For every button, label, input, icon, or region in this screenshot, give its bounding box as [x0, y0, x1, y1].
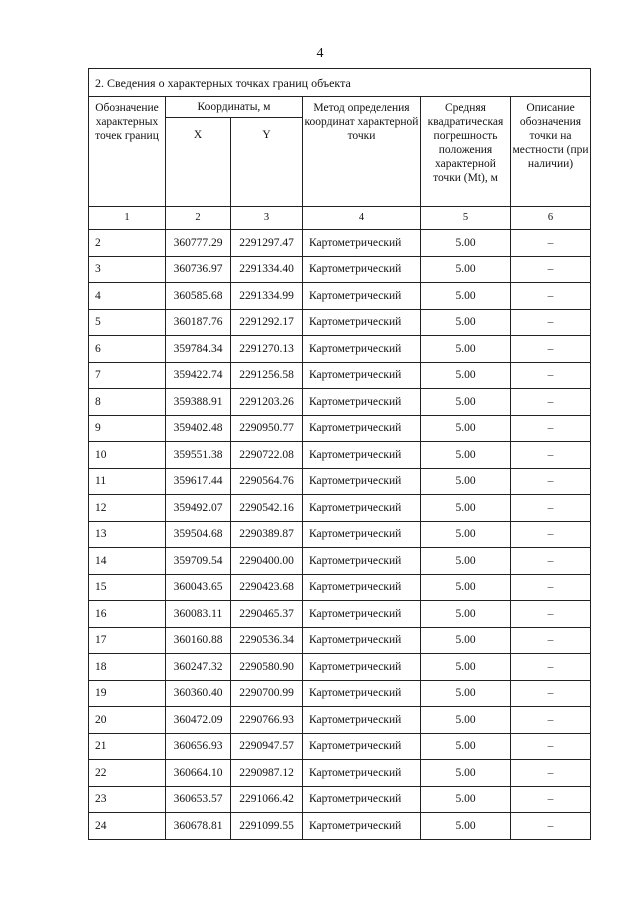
point-cell: 6: [89, 336, 166, 363]
x-coordinate-cell: 360736.97: [166, 256, 231, 283]
section-title: 2. Сведения о характерных точках границ объекта: [89, 69, 591, 97]
accuracy-cell: 5.00: [421, 389, 511, 416]
accuracy-cell: 5.00: [421, 283, 511, 310]
x-coordinate-cell: 360678.81: [166, 813, 231, 840]
y-coordinate-cell: 2290950.77: [231, 415, 303, 442]
description-cell: –: [511, 654, 591, 681]
accuracy-cell: 5.00: [421, 336, 511, 363]
table-row: [89, 309, 591, 336]
header-x: X: [166, 118, 231, 207]
y-coordinate-cell: 2291270.13: [231, 336, 303, 363]
point-cell: 18: [89, 654, 166, 681]
description-cell: –: [511, 548, 591, 575]
method-cell: Картометрический: [303, 760, 421, 787]
description-cell: –: [511, 336, 591, 363]
header-description: Описание обозначения точки на местности (при наличии): [511, 97, 591, 207]
table-row: [89, 362, 591, 389]
boundary-points-table: [88, 68, 591, 840]
method-cell: Картометрический: [303, 521, 421, 548]
accuracy-cell: 5.00: [421, 468, 511, 495]
point-cell: 10: [89, 442, 166, 469]
table-row: [89, 654, 591, 681]
y-coordinate-cell: 2290987.12: [231, 760, 303, 787]
point-cell: 3: [89, 256, 166, 283]
point-cell: 12: [89, 495, 166, 522]
table-row: [89, 574, 591, 601]
method-cell: Картометрический: [303, 283, 421, 310]
table-row: [89, 627, 591, 654]
table-row: [89, 442, 591, 469]
point-cell: 20: [89, 707, 166, 734]
x-coordinate-cell: 360360.40: [166, 680, 231, 707]
x-coordinate-cell: 360043.65: [166, 574, 231, 601]
accuracy-cell: 5.00: [421, 733, 511, 760]
point-cell: 8: [89, 389, 166, 416]
accuracy-cell: 5.00: [421, 574, 511, 601]
table-row: [89, 415, 591, 442]
accuracy-cell: 5.00: [421, 309, 511, 336]
accuracy-cell: 5.00: [421, 521, 511, 548]
x-coordinate-cell: 360585.68: [166, 283, 231, 310]
x-coordinate-cell: 359551.38: [166, 442, 231, 469]
y-coordinate-cell: 2291334.99: [231, 283, 303, 310]
point-cell: 22: [89, 760, 166, 787]
description-cell: –: [511, 256, 591, 283]
column-number: 3: [231, 207, 303, 230]
x-coordinate-cell: 360664.10: [166, 760, 231, 787]
table-row: [89, 256, 591, 283]
y-coordinate-cell: 2290423.68: [231, 574, 303, 601]
accuracy-cell: 5.00: [421, 654, 511, 681]
point-cell: 19: [89, 680, 166, 707]
y-coordinate-cell: 2290700.99: [231, 680, 303, 707]
column-number: 2: [166, 207, 231, 230]
description-cell: –: [511, 786, 591, 813]
column-number: 6: [511, 207, 591, 230]
point-cell: 24: [89, 813, 166, 840]
description-cell: –: [511, 468, 591, 495]
x-coordinate-cell: 360083.11: [166, 601, 231, 628]
y-coordinate-cell: 2290465.37: [231, 601, 303, 628]
table-row: [89, 786, 591, 813]
method-cell: Картометрический: [303, 442, 421, 469]
point-cell: 23: [89, 786, 166, 813]
x-coordinate-cell: 360160.88: [166, 627, 231, 654]
y-coordinate-cell: 2290947.57: [231, 733, 303, 760]
method-cell: Картометрический: [303, 495, 421, 522]
x-coordinate-cell: 360472.09: [166, 707, 231, 734]
y-coordinate-cell: 2290564.76: [231, 468, 303, 495]
description-cell: –: [511, 627, 591, 654]
description-cell: –: [511, 495, 591, 522]
method-cell: Картометрический: [303, 813, 421, 840]
method-cell: Картометрический: [303, 733, 421, 760]
header-accuracy: Средняя квадратическая погрешность положения характерной точки (Mt), м: [421, 97, 511, 207]
description-cell: –: [511, 283, 591, 310]
x-coordinate-cell: 359504.68: [166, 521, 231, 548]
x-coordinate-cell: 359422.74: [166, 362, 231, 389]
table-row: [89, 495, 591, 522]
method-cell: Картометрический: [303, 574, 421, 601]
description-cell: –: [511, 760, 591, 787]
table-row: [89, 548, 591, 575]
page-number: 4: [316, 46, 324, 61]
accuracy-cell: 5.00: [421, 680, 511, 707]
x-coordinate-cell: 360777.29: [166, 230, 231, 257]
accuracy-cell: 5.00: [421, 627, 511, 654]
description-cell: –: [511, 309, 591, 336]
method-cell: Картометрический: [303, 362, 421, 389]
header-point-designation: Обозначение характерных точек границ: [89, 97, 166, 207]
table-row: [89, 230, 591, 257]
column-number: 1: [89, 207, 166, 230]
column-number: 4: [303, 207, 421, 230]
column-numbers-row: [89, 207, 591, 230]
method-cell: Картометрический: [303, 230, 421, 257]
table-row: [89, 680, 591, 707]
accuracy-cell: 5.00: [421, 362, 511, 389]
method-cell: Картометрический: [303, 627, 421, 654]
x-coordinate-cell: 360187.76: [166, 309, 231, 336]
method-cell: Картометрический: [303, 336, 421, 363]
description-cell: –: [511, 601, 591, 628]
table-row: [89, 468, 591, 495]
y-coordinate-cell: 2290766.93: [231, 707, 303, 734]
y-coordinate-cell: 2291256.58: [231, 362, 303, 389]
description-cell: –: [511, 733, 591, 760]
point-cell: 14: [89, 548, 166, 575]
x-coordinate-cell: 359388.91: [166, 389, 231, 416]
header-method: Метод определения координат характерной точки: [303, 97, 421, 207]
header-row: [89, 97, 591, 118]
x-coordinate-cell: 359402.48: [166, 415, 231, 442]
y-coordinate-cell: 2291292.17: [231, 309, 303, 336]
y-coordinate-cell: 2291203.26: [231, 389, 303, 416]
y-coordinate-cell: 2290580.90: [231, 654, 303, 681]
description-cell: –: [511, 521, 591, 548]
description-cell: –: [511, 389, 591, 416]
x-coordinate-cell: 360653.57: [166, 786, 231, 813]
description-cell: –: [511, 415, 591, 442]
method-cell: Картометрический: [303, 389, 421, 416]
table-row: [89, 813, 591, 840]
method-cell: Картометрический: [303, 309, 421, 336]
accuracy-cell: 5.00: [421, 230, 511, 257]
column-number: 5: [421, 207, 511, 230]
description-cell: –: [511, 680, 591, 707]
accuracy-cell: 5.00: [421, 707, 511, 734]
accuracy-cell: 5.00: [421, 442, 511, 469]
method-cell: Картометрический: [303, 680, 421, 707]
method-cell: Картометрический: [303, 786, 421, 813]
description-cell: –: [511, 442, 591, 469]
y-coordinate-cell: 2291297.47: [231, 230, 303, 257]
section-title-row: [89, 69, 591, 97]
method-cell: Картометрический: [303, 654, 421, 681]
point-cell: 4: [89, 283, 166, 310]
y-coordinate-cell: 2291099.55: [231, 813, 303, 840]
description-cell: –: [511, 813, 591, 840]
accuracy-cell: 5.00: [421, 495, 511, 522]
x-coordinate-cell: 359492.07: [166, 495, 231, 522]
y-coordinate-cell: 2290400.00: [231, 548, 303, 575]
point-cell: 15: [89, 574, 166, 601]
description-cell: –: [511, 230, 591, 257]
accuracy-cell: 5.00: [421, 415, 511, 442]
table-row: [89, 336, 591, 363]
y-coordinate-cell: 2290722.08: [231, 442, 303, 469]
x-coordinate-cell: 359709.54: [166, 548, 231, 575]
description-cell: –: [511, 574, 591, 601]
method-cell: Картометрический: [303, 548, 421, 575]
header-coordinates: Координаты, м: [166, 97, 303, 118]
method-cell: Картометрический: [303, 601, 421, 628]
accuracy-cell: 5.00: [421, 786, 511, 813]
table-body: [89, 69, 591, 840]
table-row: [89, 283, 591, 310]
description-cell: –: [511, 707, 591, 734]
point-cell: 7: [89, 362, 166, 389]
point-cell: 2: [89, 230, 166, 257]
y-coordinate-cell: 2290542.16: [231, 495, 303, 522]
method-cell: Картометрический: [303, 468, 421, 495]
table-row: [89, 760, 591, 787]
method-cell: Картометрический: [303, 707, 421, 734]
x-coordinate-cell: 359617.44: [166, 468, 231, 495]
point-cell: 16: [89, 601, 166, 628]
table-row: [89, 389, 591, 416]
point-cell: 11: [89, 468, 166, 495]
accuracy-cell: 5.00: [421, 548, 511, 575]
point-cell: 9: [89, 415, 166, 442]
point-cell: 17: [89, 627, 166, 654]
y-coordinate-cell: 2290389.87: [231, 521, 303, 548]
y-coordinate-cell: 2290536.34: [231, 627, 303, 654]
accuracy-cell: 5.00: [421, 601, 511, 628]
description-cell: –: [511, 362, 591, 389]
x-coordinate-cell: 360247.32: [166, 654, 231, 681]
x-coordinate-cell: 359784.34: [166, 336, 231, 363]
accuracy-cell: 5.00: [421, 760, 511, 787]
accuracy-cell: 5.00: [421, 813, 511, 840]
y-coordinate-cell: 2291066.42: [231, 786, 303, 813]
point-cell: 13: [89, 521, 166, 548]
x-coordinate-cell: 360656.93: [166, 733, 231, 760]
table-row: [89, 521, 591, 548]
table-row: [89, 601, 591, 628]
point-cell: 5: [89, 309, 166, 336]
point-cell: 21: [89, 733, 166, 760]
header-y: Y: [231, 118, 303, 207]
method-cell: Картометрический: [303, 256, 421, 283]
table-row: [89, 733, 591, 760]
table-row: [89, 707, 591, 734]
method-cell: Картометрический: [303, 415, 421, 442]
y-coordinate-cell: 2291334.40: [231, 256, 303, 283]
accuracy-cell: 5.00: [421, 256, 511, 283]
